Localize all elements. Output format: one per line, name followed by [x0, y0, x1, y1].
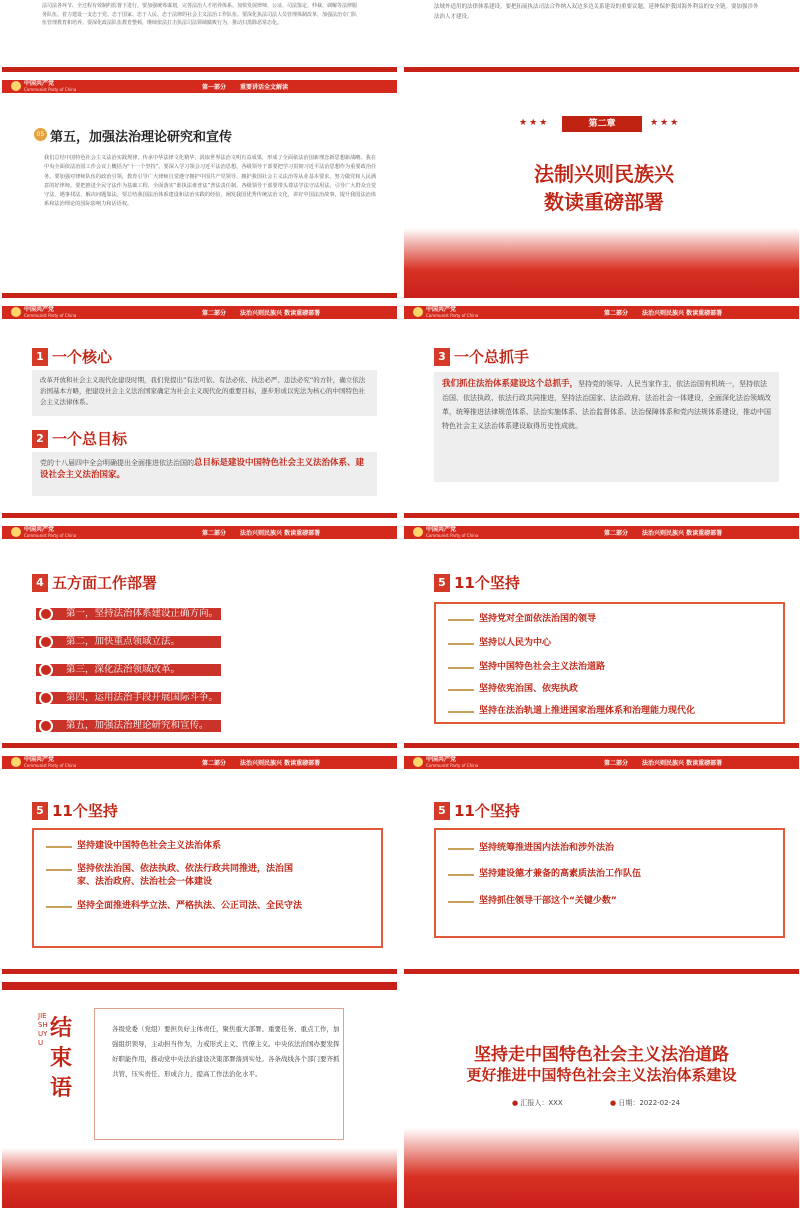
lever-box: 我们抓住法治体系建设这个总抓手，坚持党的领导、人民当家作主、依法治国有机统一，坚持依法治国、依法执政、依法行政共同推进，坚持法治国家、法治政府、法治社会一体建设，全面深化法治领域改革，统筹推进法律规范体系、法治实施体系、法治监督体系、法治保障体系和党内法规体系建设，推动中国特色社会主义法治体系建设取得历史性成就。 [434, 372, 779, 482]
party-emblem-icon [39, 635, 53, 649]
section-title: 第五，加强法治理论研究和宣传 [50, 130, 233, 145]
slide-end-cover [404, 982, 799, 1208]
list-item: 坚持以人民为中心 [479, 638, 552, 648]
heading-persist: 11个坚持 [454, 802, 520, 820]
list-item: 坚持依宪治国、依宪执政 [479, 684, 579, 694]
chapter-title-1: 法制兴则民族兴 [534, 162, 674, 186]
party-emblem-icon [39, 607, 53, 621]
calendar-icon: ● [610, 1099, 617, 1107]
paragraph: 我们总结中国特色社会主义法治实践规律，传承中华法律文化精华，汲取世界法治文明有益成果，形成了全面依法治国新理念新思想新战略。我在中央全面依法治国工作会议上概括为“十一个坚持”。要深入学习领会习近平法治思想，各级领导干部要把学习贯彻习近平法治思想作为重要政治任务。要加强对律师队伍的政治引领，教育引导广大律师自觉遵守拥护中国共产党领导、拥护我国社会主义法治等从业基本要求，努力做党和人民满意的好律师。要把推进全民守法作为基础工程，全面落实“谁执法谁普法”普法责任制。各级领导干部要带头尊法学法守法用法，引导广大群众自觉守法、遇事找法、解决问题靠法。要总结我国法治体系建设和法治实践的经验，阐发我国优秀传统法治文化，讲好中国法治故事，提升我国法治体系和法治理论的国际影响力和话语权。 [44, 155, 377, 208]
party-emblem-icon [413, 307, 423, 317]
conclusion-pinyin: JIESHUYU [38, 1012, 48, 1047]
list-item: 第二，加快重点领域立法。 [36, 636, 221, 648]
heading-persist: 11个坚持 [454, 574, 520, 592]
end-title-2: 更好推进中国特色社会主义法治体系建设 [466, 1066, 737, 1084]
list-item: 坚持依法治国、依法执政、依法行政共同推进，法治国家、法治政府、法治社会一体建设 [77, 864, 294, 887]
party-emblem-icon [11, 81, 21, 91]
skyline-decoration [404, 1128, 799, 1208]
heading-persist: 11个坚持 [52, 802, 118, 820]
heading-lever: 一个总抓手 [454, 348, 530, 366]
list-item: 第三，深化法治领域改革。 [36, 664, 221, 676]
party-emblem-icon [413, 757, 423, 767]
slide-eleven-persist-2: 中国共产党 Communist Party of China 第二部分 法治兴则民族兴 数读重磅部署 5 11个坚持 坚持建设中国特色社会主义法治体系 坚持依法治国、依法执政、依法行政共同推进，法治国家、法治政府、法治社会一体建设 坚持全面推进科学立法、严格执法、公正司法、全民守法 [2, 756, 397, 974]
list-item: 第一，坚持法治体系建设正确方向。 [36, 608, 221, 620]
paragraph: 法域外适用的法律体系建设。要把拓展执法司法合作纳入双边多边关系建设的重要议题，延伸保护我国海外利益的安全链。要加强涉外法治人才建设。 [434, 4, 759, 20]
date: ● 日期：2022-02-24 [610, 1099, 681, 1107]
list-item: 坚持统筹推进国内法治和涉外法治 [479, 843, 615, 853]
conclusion-text: 各级党委（党组）要担负好主体责任，聚焦重大部署、重要任务、重点工作，加强组织领导，主动担当作为，力戒形式主义、官僚主义。中央依法治国办要发挥好职能作用，推动党中央法治建设决策部署落到实处。各条战线各个部门要齐抓共管、压实责任、形成合力，提高工作法治化水平。 [112, 1025, 340, 1078]
skyline-decoration [2, 1148, 397, 1208]
slide-five-deployments: 中国共产党 Communist Party of China 第二部分 法治兴则民族兴 数读重磅部署 4 五方面工作部署 第一，坚持法治体系建设正确方向。 第二，加快重点领域立法。 第三，深化法治领域改革。 第四，运用法治手段开展国际斗争。 第五，加强法治理论研究和宣传。 [2, 526, 397, 748]
party-emblem-icon [11, 307, 21, 317]
heading-core: 一个核心 [52, 348, 113, 366]
stars-right-icon: ★★★ [650, 118, 681, 128]
party-emblem-icon [11, 527, 21, 537]
list-item: 坚持建设德才兼备的高素质法治工作队伍 [479, 869, 642, 879]
list-item: 坚持全面推进科学立法、严格执法、公正司法、全民守法 [77, 901, 303, 911]
party-emblem-icon [39, 663, 53, 677]
party-emblem-icon [39, 691, 53, 705]
conclusion-title: 结束语 [50, 1016, 73, 1101]
stars-left-icon: ★★★ [519, 118, 550, 128]
list-item: 坚持党对全面依法治国的领导 [479, 614, 597, 624]
list-item: 坚持中国特色社会主义法治道路 [479, 662, 606, 672]
skyline-decoration [404, 228, 799, 298]
section-badge: 05 [34, 128, 47, 141]
goal-box: 党的十八届四中全会明确提出全面推进依法治国的总目标是建设中国特色社会主义法治体系、建设社会主义法治国家。 [32, 452, 377, 496]
slide-fragment-left [2, 0, 397, 72]
slide-core-goal: 中国共产党 Communist Party of China 第二部分 法治兴则民族兴 数读重磅部署 1 一个核心 改革开放和社会主义现代化建设时期，我们党提出“有法可依、有法必依、执法必严、违法必究”的方针，确立依法治国基本方略，把建设社会主义法治国家确定为社会主义现代化的重要目标，逐步形成以宪法为核心的中国特色社会主义法律体系。 2 一个总目标 党的十八届四中全会明确提出全面推进依法治国的总目标是建设中国特色社会主义法治体系、建设社会主义法治国家。 [2, 306, 397, 518]
list-item: 第四，运用法治手段开展国际斗争。 [36, 692, 221, 704]
slide-part1: 中国共产党 Communist Party of China 第一部分 重要讲话全文解读 05 第五，加强法治理论研究和宣传 我们总结中国特色社会主义法治实践规律，传承中华法律文化精华，汲取世界法治文明有益成果，形成了全面依法治国新理念新思想新战略。我在中央全面依法治国工作会议上概括为“十一个坚持”。要深入学习领会习近平法治思想，各级领导干部要把学习贯彻习近平法治思想作为重要政治任务。要加强对律师队伍的政治引领，教育引导广大律师自觉遵守拥护中国共产党领导、拥护我国社会主义法治等从业基本要求，努力做党和人民满意的好律师。要把推进全民守法作为基础工程，全面落实“谁执法谁普法”普法责任制。各级领导干部要带头尊法学法守法用法，引导广大群众自觉守法、遇事找法、解决问题靠法。要总结我国法治体系建设和法治实践的经验，阐发我国优秀传统法治文化，讲好中国法治故事，提升我国法治体系和法治理论的国际影响力和话语权。 [2, 80, 397, 298]
list-item: 第五，加强法治理论研究和宣传。 [36, 720, 221, 732]
slide-eleven-persist-1: 中国共产党 Communist Party of China 第二部分 法治兴则民族兴 数读重磅部署 5 11个坚持 坚持党对全面依法治国的领导 坚持以人民为中心 坚持中国特色社会主义法治道路 坚持依宪治国、依宪执政 坚持在法治轨道上推进国家治理体系和治理能力现代化 [404, 526, 799, 748]
slide-conclusion [2, 982, 397, 1208]
core-box: 改革开放和社会主义现代化建设时期，我们党提出“有法可依、有法必依、执法必严、违法必究”的方针，确立依法治国基本方略，把建设社会主义法治国家确定为社会主义现代化的重要目标，逐步形成以宪法为核心的中国特色社会主义法律体系。 [32, 370, 377, 416]
slide-general-lever: 中国共产党 Communist Party of China 第二部分 法治兴则民族兴 数读重磅部署 3 一个总抓手 我们抓住法治体系建设这个总抓手，坚持党的领导、人民当家作主、依法治国有机统一，坚持依法治国、依法执政、依法行政共同推进，坚持法治国家、法治政府、法治社会一体建设，全面深化法治领域改革，统筹推进法律规范体系、法治实施体系、法治监督体系、法治保障体系和党内法规体系建设，推动中国特色社会主义法治体系建设取得历史性成就。 [404, 306, 799, 518]
paragraph: 法司法各环节、全过程有效制约监督下进行。要加强统筹谋划，完善法治人才培养体系。加快发展律师、公证、司法鉴定、仲裁、调解等法律服务队伍。着力建设一支忠于党、忠于国家、忠于人民、忠于法律的社会主义法治工作队伍。要深化执法司法人员管理体制改革，加强法治专门队伍管理教育和培养。要深化政法队伍教育整顿，继续依法打击执法司法领域腐败行为，推动扫黑除恶常态化。 [42, 3, 358, 27]
chapter-title-2: 数读重磅部署 [544, 190, 664, 214]
user-icon: ● [512, 1099, 519, 1107]
party-emblem-icon [11, 757, 21, 767]
end-title-1: 坚持走中国特色社会主义法治道路 [474, 1045, 729, 1065]
slide-fragment-right [404, 0, 799, 72]
party-emblem-icon [413, 527, 423, 537]
reporter: ● 汇报人：XXX [512, 1099, 563, 1107]
slide-eleven-persist-3: 中国共产党 Communist Party of China 第二部分 法治兴则民族兴 数读重磅部署 5 11个坚持 坚持统筹推进国内法治和涉外法治 坚持建设德才兼备的高素质法治工作队伍 坚持抓住领导干部这个“关键少数” [404, 756, 799, 974]
party-emblem-icon [39, 719, 53, 733]
slide-chapter2-cover [404, 80, 799, 298]
chapter-badge: 第二章 [562, 116, 642, 132]
list-item: 坚持抓住领导干部这个“关键少数” [479, 896, 617, 906]
heading-deployments: 五方面工作部署 [52, 574, 158, 592]
heading-goal: 一个总目标 [52, 430, 128, 448]
list-item: 坚持建设中国特色社会主义法治体系 [77, 841, 222, 851]
list-item: 坚持在法治轨道上推进国家治理体系和治理能力现代化 [479, 706, 696, 716]
